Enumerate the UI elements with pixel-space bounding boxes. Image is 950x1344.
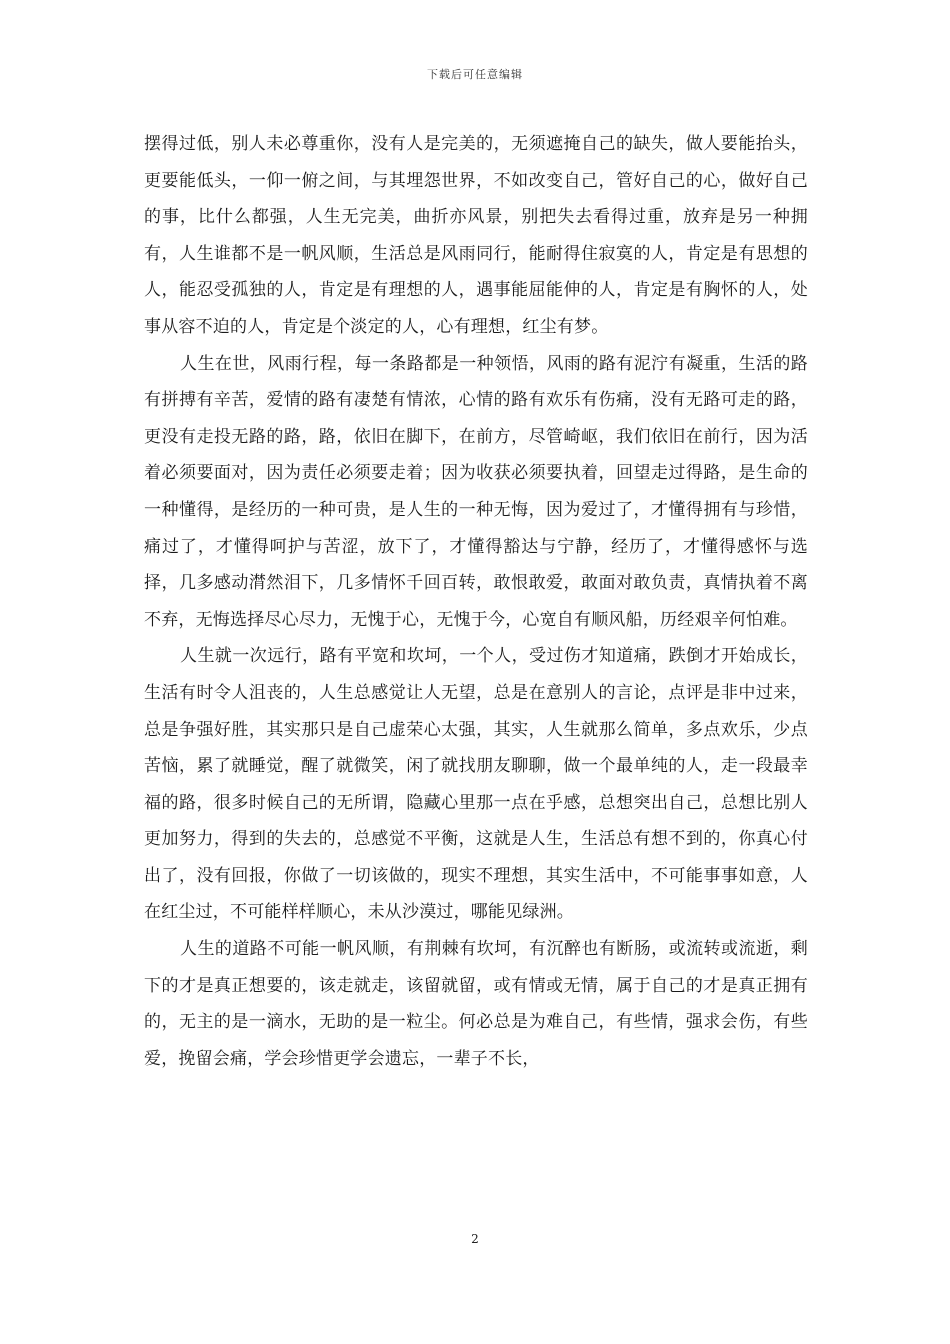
page-header: 下载后可任意编辑: [427, 68, 523, 81]
paragraph-1: 摆得过低，别人未必尊重你，没有人是完美的，无须遮掩自己的缺失，做人要能抬头，更要能低头，一仰一俯之间，与其埋怨世界，不如改变自己，管好自己的心，做好自己的事，比什么都强，人生无完美，曲折亦风景，别把失去看得过重，放弃是另一种拥有，人生谁都不是一帆风顺，生活总是风雨同行，能耐得住寂寞的人，肯定是有思想的人，能忍受孤独的人，肯定是有理想的人，遇事能屈能伸的人，肯定是有胸怀的人，处事从容不迫的人，肯定是个淡定的人，心有理想，红尘有梦。: [144, 134, 808, 337]
paragraph-4: 人生的道路不可能一帆风顺，有荆棘有坎坷，有沉醉也有断肠，或流转或流逝，剩下的才是真正想要的，该走就走，该留就留，或有情或无情，属于自己的才是真正拥有的，无主的是一滴水，无助的是一粒尘。何必总是为难自己，有些情，强求会伤，有些爱，挽留会痛，学会珍惜更学会遗忘，一辈子不长，: [144, 939, 808, 1069]
document-body: [144, 126, 808, 1077]
paragraph-2: 人生在世，风雨行程，每一条路都是一种领悟，风雨的路有泥泞有凝重，生活的路有拼搏有辛苦，爱情的路有凄楚有情浓，心情的路有欢乐有伤痛，没有无路可走的路，更没有走投无路的路，路，依旧在脚下，在前方，尽管崎岖，我们依旧在前行，因为活着必须要面对，因为责任必须要走着；因为收获必须要执着，回望走过得路，是生命的一种懂得，是经历的一种可贵，是人生的一种无悔，因为爱过了，才懂得拥有与珍惜，痛过了，才懂得呵护与苦涩，放下了，才懂得豁达与宁静，经历了，才懂得感怀与选择，几多感动潸然泪下，几多情怀千回百转，敢恨敢爱，敢面对敢负责，真情执着不离不弃，无悔选择尽心尽力，无愧于心，无愧于今，心宽自有顺风船，历经艰辛何怕难。: [144, 353, 808, 630]
paragraph-3: 人生就一次远行，路有平宽和坎坷，一个人，受过伤才知道痛，跌倒才开始成长，生活有时令人沮丧的，人生总感觉让人无望，总是在意别人的言论，点评是非中过来，总是争强好胜，其实那只是自己虚荣心太强，其实，人生就那么简单，多点欢乐，少点苦恼，累了就睡觉，醒了就微笑，闲了就找朋友聊聊，做一个最单纯的人，走一段最幸福的路，很多时候自己的无所谓，隐藏心里那一点在乎感，总想突出自己，总想比别人更加努力，得到的失去的，总感觉不平衡，这就是人生，生活总有想不到的，你真心付出了，没有回报，你做了一切该做的，现实不理想，其实生活中，不可能事事如意，人在红尘过，不可能样样顺心，未从沙漠过，哪能见绿洲。: [144, 646, 808, 923]
page-number: 2: [471, 1232, 479, 1246]
